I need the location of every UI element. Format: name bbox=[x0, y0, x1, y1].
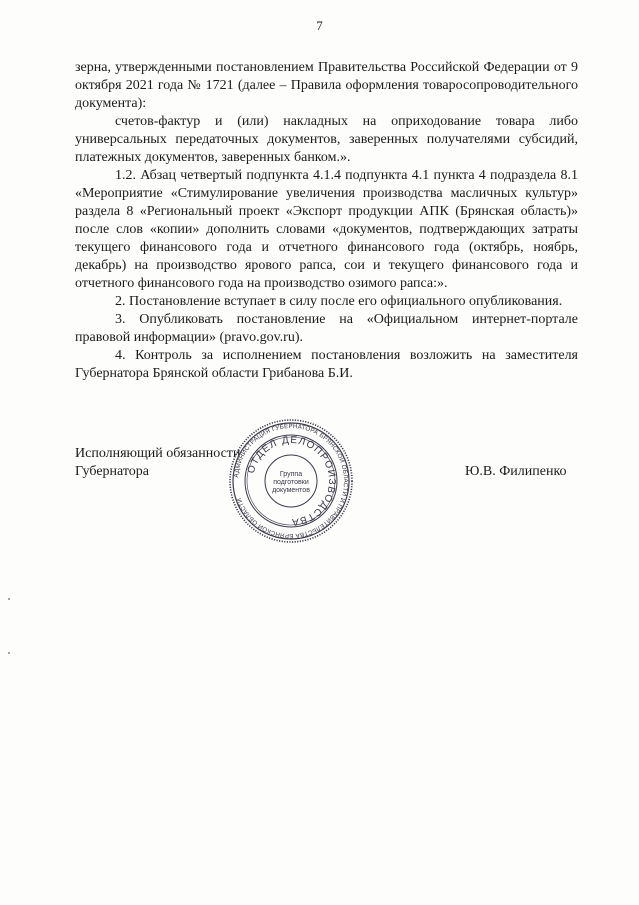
signatory-name: Ю.В. Филипенко bbox=[465, 464, 567, 479]
document-body bbox=[75, 59, 578, 383]
paragraph: 2. Постановление вступает в силу после его официального опубликования. bbox=[115, 294, 563, 309]
paragraph: 1.2. Абзац четвертый подпункта 4.1.4 подпункта 4.1 пункта 4 подраздела 8.1 «Мероприятие «Стимулирование увеличения производства масличных культур» раздела 8 «Региональный проект «Экспорт продукции АПК (Брянская область)» после слов «копии» дополнить словами «документов, подтверждающих затраты текущего финансового года и отчетного финансового года (октябрь, ноябрь, декабрь) на производство ярового рапса, сои и текущего финансового года и отчетного финансового года на производство озимого рапса:». bbox=[75, 168, 578, 291]
stamp-ring-text: ОТДЕЛ ДЕЛОПРОИЗВОДСТВА bbox=[245, 434, 338, 528]
stamp-seal-graphic bbox=[228, 418, 354, 544]
paragraph: 4. Контроль за исполнением постановления возложить на заместителя Губернатора Брянской области Грибанова Б.И. bbox=[75, 348, 578, 381]
official-stamp bbox=[228, 418, 354, 544]
paragraph: счетов-фактур и (или) накладных на оприходование товара либо универсальных передаточных документов, заверенных получателями субсидий, платежных документов, заверенных банком.». bbox=[75, 114, 578, 165]
stamp-center-line: подготовки bbox=[273, 479, 309, 486]
stamp-outer-text: АДМИНИСТРАЦИЯ ГУБЕРНАТОРА БРЯНСКОЙ ОБЛАСТИ И ПРАВИТЕЛЬСТВА БРЯНСКОЙ ОБЛАСТИ bbox=[233, 422, 350, 540]
signatory-position-line: Исполняющий обязанности bbox=[75, 446, 241, 461]
paragraph: 3. Опубликовать постановление на «Официальном интернет-портале правовой информации» (pravo.gov.ru). bbox=[75, 312, 578, 345]
signatory-position-line: Губернатора bbox=[75, 464, 150, 479]
scan-speck bbox=[8, 652, 10, 654]
scan-speck bbox=[8, 598, 10, 600]
paragraph: зерна, утвержденными постановлением Правительства Российской Федерации от 9 октября 2021 года № 1721 (далее – Правила оформления товаросопроводительного документа): bbox=[75, 60, 578, 111]
stamp-center-line: документов bbox=[272, 487, 310, 494]
signatory-position bbox=[75, 445, 240, 481]
page-number: 7 bbox=[316, 18, 323, 33]
stamp-center-line: Группа bbox=[279, 471, 303, 478]
